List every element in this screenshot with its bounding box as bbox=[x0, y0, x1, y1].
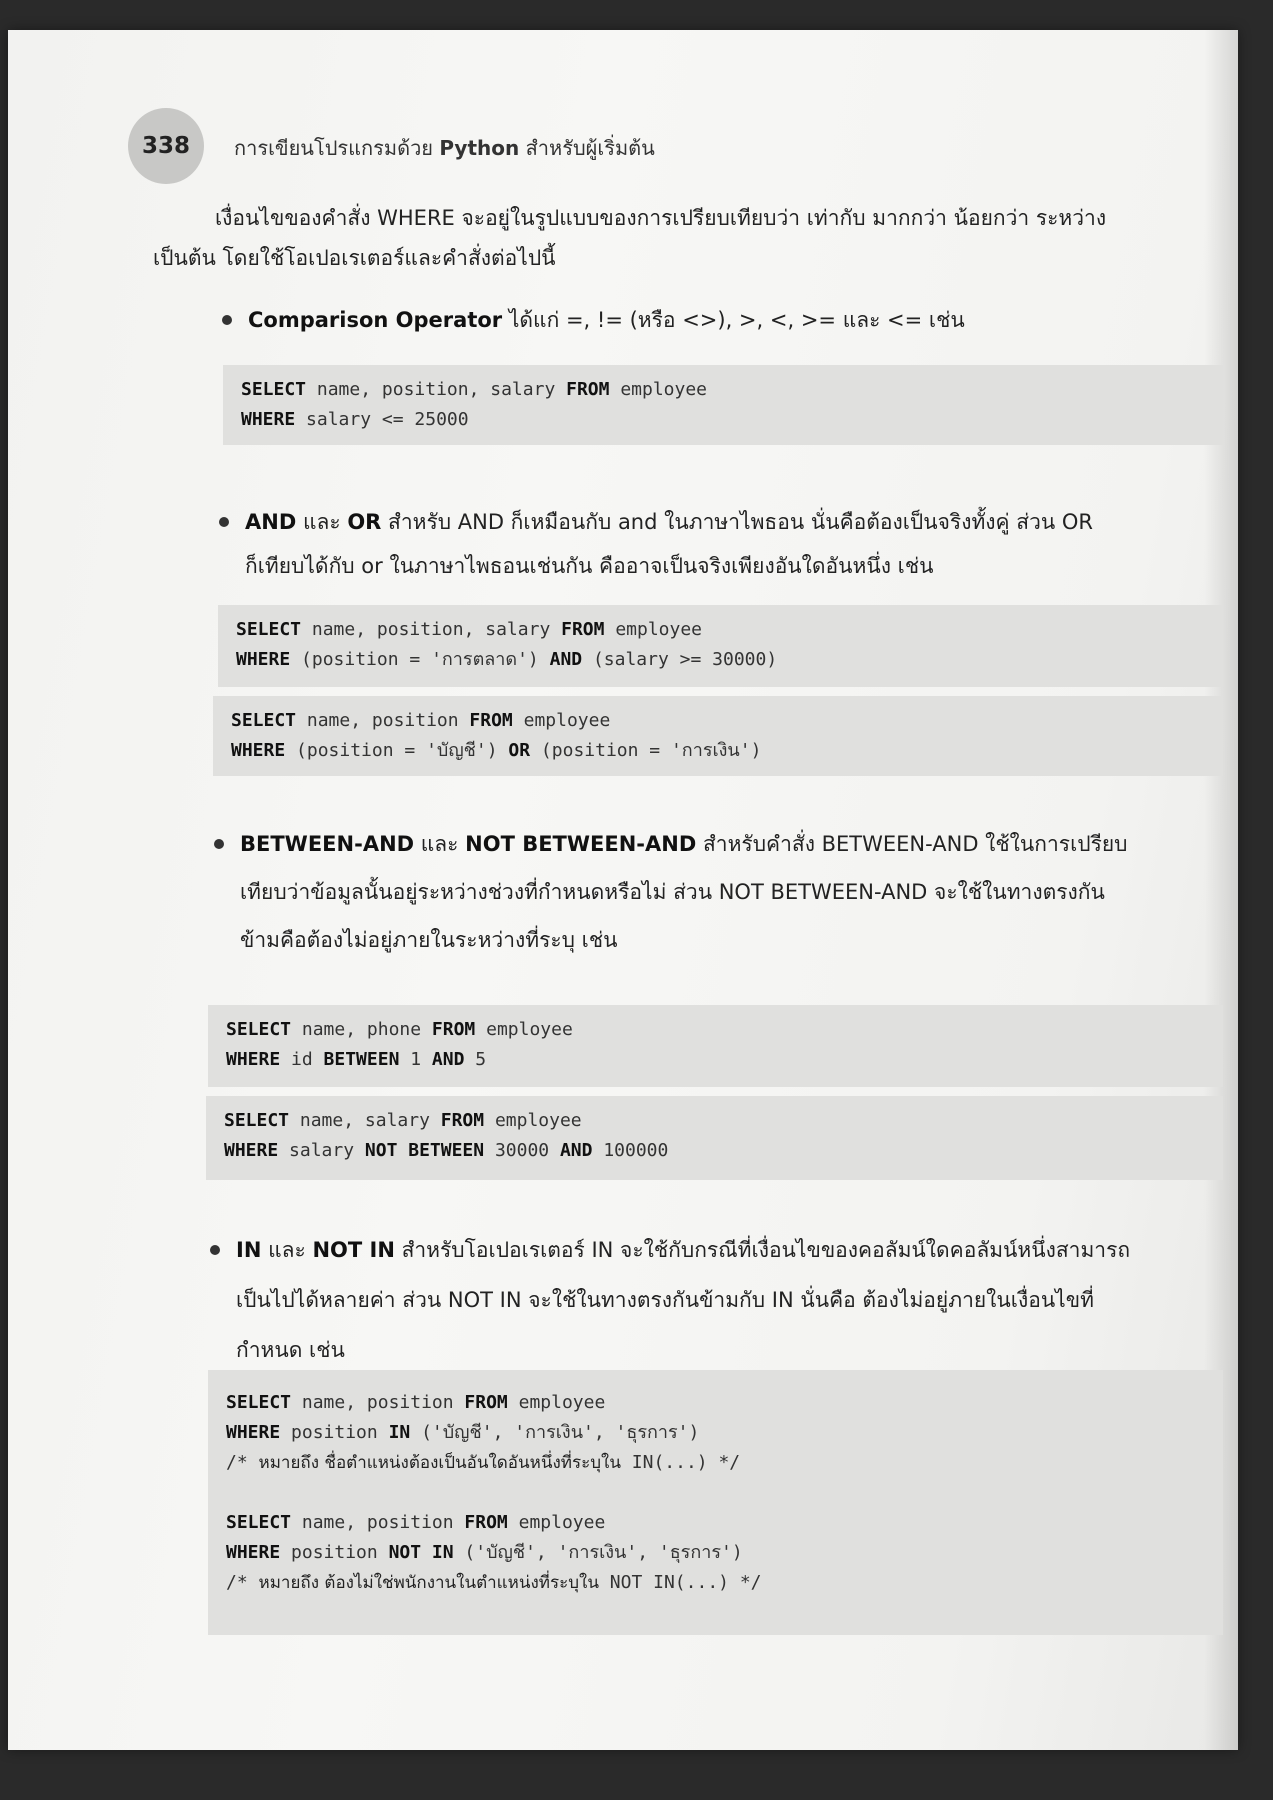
intro-line-2: เป็นต้น โดยใช้โอเปอเรเตอร์และคำสั่งต่อไปนี้ bbox=[153, 246, 556, 270]
code-block-in bbox=[208, 1370, 1223, 1635]
book-page bbox=[8, 30, 1238, 1750]
code-line: SELECT name, salary FROM employee bbox=[224, 1110, 582, 1131]
code-line: WHERE position IN ('บัญชี', 'การเงิน', 'ธุรการ') bbox=[226, 1422, 700, 1443]
book-title: การเขียนโปรแกรมด้วย Python สำหรับผู้เริ่มต้น bbox=[234, 136, 655, 160]
code-blank-line bbox=[226, 1478, 1205, 1508]
bullet-dot bbox=[219, 517, 229, 527]
bullet-dot bbox=[222, 315, 232, 325]
code-comment: /* หมายถึง ต้องไม่ใช่พนักงานในตำแหน่งที่ระบุใน NOT IN(...) */ bbox=[226, 1572, 762, 1593]
code-line: WHERE (position = 'การตลาด') AND (salary >= 30000) bbox=[236, 649, 778, 670]
code-line: WHERE (position = 'บัญชี') OR (position = 'การเงิน') bbox=[231, 740, 762, 761]
code-line: SELECT name, position FROM employee bbox=[226, 1392, 606, 1413]
bullet-dot bbox=[214, 839, 224, 849]
intro-paragraph bbox=[153, 198, 1213, 278]
page-number: 338 bbox=[128, 108, 204, 184]
code-line: SELECT name, position, salary FROM employee bbox=[241, 379, 708, 400]
code-line: WHERE id BETWEEN 1 AND 5 bbox=[226, 1049, 487, 1070]
bullet-and-or: AND และ OR สำหรับ AND ก็เหมือนกับ and ในภาษาไพธอน นั่นคือต้องเป็นจริงทั้งคู่ ส่วน OR ก็เทียบได้กับ or ในภาษาไพธอนเช่นกัน คืออาจเป็นจริงเพียงอันใดอันหนึ่ง เช่น bbox=[245, 500, 1255, 588]
code-block-comparison bbox=[223, 365, 1223, 445]
code-line: SELECT name, position FROM employee bbox=[226, 1512, 606, 1533]
code-comment: /* หมายถึง ชื่อตำแหน่งต้องเป็นอันใดอันหนึ่งที่ระบุใน IN(...) */ bbox=[226, 1452, 741, 1473]
bullet-between: BETWEEN-AND และ NOT BETWEEN-AND สำหรับคำสั่ง BETWEEN-AND ใช้ในการเปรียบ เทียบว่าข้อมูลนั้นอยู่ระหว่างช่วงที่กำหนดหรือไม่ ส่วน NOT BETWEEN-AND จะใช้ในทางตรงกัน ข้ามคือต้องไม่อยู่ภายในระหว่างที่ระบุ เช่น bbox=[240, 820, 1250, 964]
code-line: SELECT name, position, salary FROM employee bbox=[236, 619, 703, 640]
code-block-not-between bbox=[206, 1096, 1223, 1180]
code-line: SELECT name, phone FROM employee bbox=[226, 1019, 573, 1040]
code-block-or bbox=[213, 696, 1223, 776]
bullet-in: IN และ NOT IN สำหรับโอเปอเรเตอร์ IN จะใช้กับกรณีที่เงื่อนไขของคอลัมน์ใดคอลัมน์หนึ่งสามารถ เป็นไปได้หลายค่า ส่วน NOT IN จะใช้ในทางตรงกันข้ามกับ IN นั่นคือ ต้องไม่อยู่ภายในเงื่อนไขที่ กำหนด เช่น bbox=[236, 1225, 1246, 1375]
code-block-between bbox=[208, 1005, 1223, 1087]
code-line: WHERE salary NOT BETWEEN 30000 AND 100000 bbox=[224, 1140, 669, 1161]
bullet-dot bbox=[210, 1245, 220, 1255]
code-block-and bbox=[218, 605, 1223, 687]
page-header bbox=[128, 108, 1028, 178]
intro-line-1: เงื่อนไขของคำสั่ง WHERE จะอยู่ในรูปแบบของการเปรียบเทียบว่า เท่ากับ มากกว่า น้อยกว่า ระหว่าง bbox=[215, 206, 1107, 230]
code-line: WHERE position NOT IN ('บัญชี', 'การเงิน', 'ธุรการ') bbox=[226, 1542, 743, 1563]
bullet-comparison: Comparison Operator ได้แก่ =, != (หรือ <>), >, <, >= และ <= เช่น bbox=[248, 298, 1258, 342]
code-line: WHERE salary <= 25000 bbox=[241, 409, 469, 430]
code-line: SELECT name, position FROM employee bbox=[231, 710, 611, 731]
